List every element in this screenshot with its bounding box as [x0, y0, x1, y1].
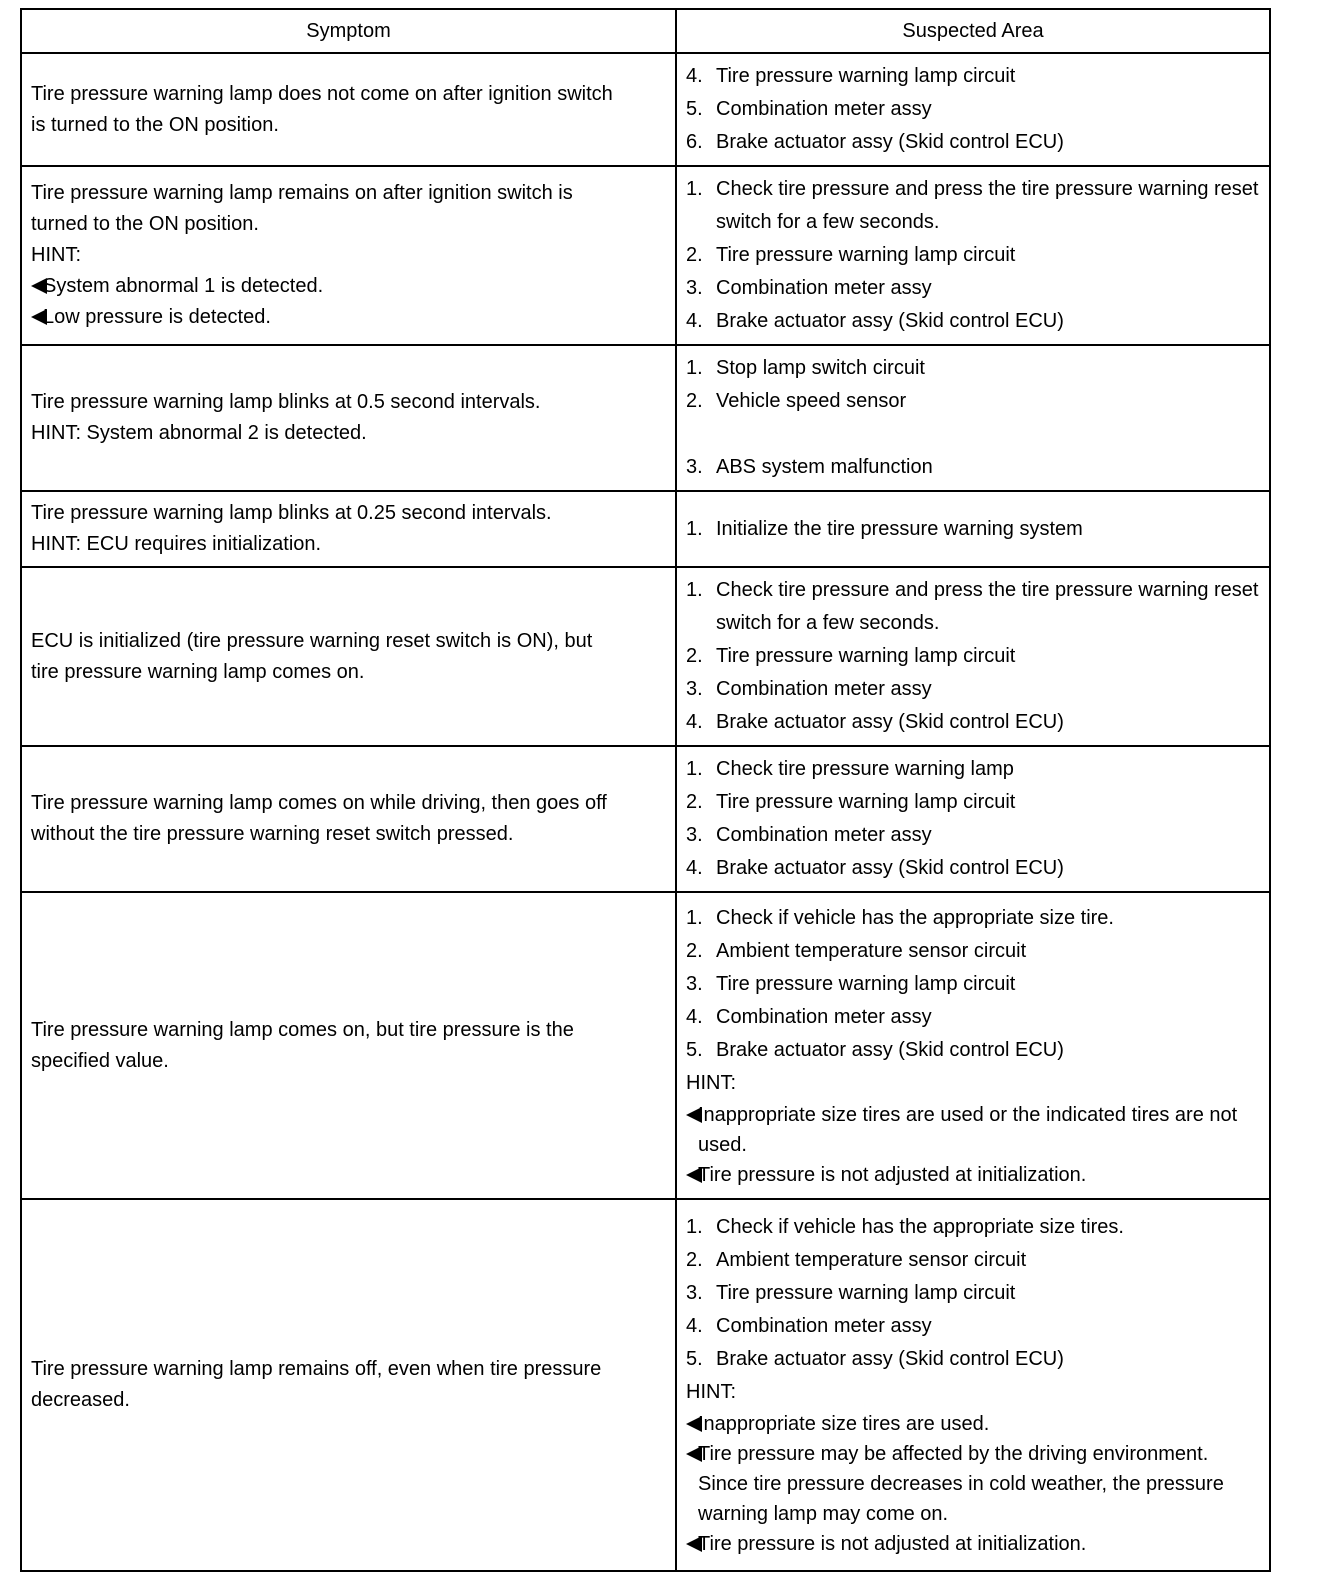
item-text: Check if vehicle has the appropriate size tires.: [716, 1216, 1124, 1238]
suspected-area-item: [686, 93, 1261, 126]
symptom-cell: [21, 53, 676, 166]
item-number: 5.: [686, 1038, 703, 1061]
item-number: 3.: [686, 277, 703, 299]
suspected-area-item: [686, 451, 1261, 484]
symptom-line: turned to the ON position.: [31, 213, 259, 235]
item-text: Brake actuator assy (Skid control ECU): [716, 1038, 1064, 1061]
table-row: [21, 53, 1270, 166]
item-number: 2.: [686, 1249, 703, 1271]
table-row: [21, 166, 1270, 345]
symptom-line: decreased.: [31, 1389, 130, 1411]
hint-bullet: [686, 1100, 1261, 1160]
item-text: Initialize the tire pressure warning system: [716, 517, 1083, 540]
item-number: 3.: [686, 824, 703, 846]
suspected-area-item: [686, 1343, 1261, 1376]
symptom-line: Tire pressure warning lamp remains on after ignition switch is: [31, 182, 573, 204]
suspected-area-item: [686, 753, 1261, 786]
item-text: Stop lamp switch circuit: [716, 357, 925, 379]
hint-bullet: [686, 1409, 1261, 1439]
symptom-bullet-text: Low pressure is detected.: [43, 306, 271, 328]
hint-bullet-text: Tire pressure is not adjusted at initialization.: [698, 1163, 1087, 1186]
table-row: [21, 892, 1270, 1199]
symptom-line: HINT: System abnormal 2 is detected.: [31, 422, 367, 444]
item-number: 3.: [686, 1282, 703, 1304]
item-number: 1.: [686, 1216, 703, 1238]
suspected-area-item: [686, 1034, 1261, 1067]
item-number: 5.: [686, 98, 703, 120]
hint-label: HINT:: [686, 1381, 736, 1403]
hint-bullet-text: Inappropriate size tires are used.: [698, 1413, 990, 1435]
item-number: 2.: [686, 791, 703, 813]
item-number: 1.: [686, 517, 703, 540]
item-text: Tire pressure warning lamp circuit: [716, 1282, 1016, 1304]
suspected-area-item: [686, 239, 1261, 272]
table-body: [21, 53, 1270, 1571]
symptom-cell: [21, 345, 676, 491]
item-text: Check tire pressure and press the tire pressure warning reset switch for a few seconds.: [716, 579, 1259, 634]
symptom-bullet-text: System abnormal 1 is detected.: [43, 275, 324, 297]
item-text: Combination meter assy: [716, 1315, 932, 1337]
symptom-line: HINT:: [31, 244, 81, 266]
item-number: 3.: [686, 456, 703, 478]
symptom-cell: [21, 892, 676, 1199]
item-number: 1.: [686, 758, 703, 780]
item-text: Brake actuator assy (Skid control ECU): [716, 310, 1064, 332]
item-number: 4.: [686, 1315, 703, 1337]
item-text: Brake actuator assy (Skid control ECU): [716, 131, 1064, 153]
suspected-area-item: [686, 1001, 1261, 1034]
suspected-area-item: [686, 574, 1261, 640]
symptom-line: tire pressure warning lamp comes on.: [31, 660, 365, 683]
item-number: 1.: [686, 357, 703, 379]
symptom-cell: [21, 746, 676, 892]
hint-bullet: [686, 1529, 1261, 1559]
item-text: Brake actuator assy (Skid control ECU): [716, 857, 1064, 879]
suspected-area-item: [686, 852, 1261, 885]
symptom-line: Tire pressure warning lamp blinks at 0.25 second intervals.: [31, 502, 552, 524]
suspected-area-item: [686, 706, 1261, 739]
item-text: Tire pressure warning lamp circuit: [716, 791, 1016, 813]
hint-bullet-text: Tire pressure is not adjusted at initialization.: [698, 1533, 1087, 1555]
item-text: Check tire pressure and press the tire pressure warning reset switch for a few seconds.: [716, 178, 1259, 233]
symptom-bullet: [31, 302, 667, 333]
suspected-area-item: [686, 673, 1261, 706]
item-number: 1.: [686, 178, 703, 200]
item-text: Brake actuator assy (Skid control ECU): [716, 1348, 1064, 1370]
table-row: [21, 746, 1270, 892]
suspected-area-item: [686, 385, 1261, 418]
suspected-area-item: [686, 1211, 1261, 1244]
item-number: 3.: [686, 678, 703, 700]
item-text: Tire pressure warning lamp circuit: [716, 645, 1016, 667]
table-row: [21, 491, 1270, 567]
hint-bullet: [686, 1160, 1261, 1190]
symptom-line: without the tire pressure warning reset switch pressed.: [31, 823, 514, 845]
spacer: [686, 418, 1261, 451]
item-text: Vehicle speed sensor: [716, 390, 907, 412]
item-text: Check if vehicle has the appropriate size tire.: [716, 906, 1114, 929]
item-text: Ambient temperature sensor circuit: [716, 1249, 1027, 1271]
item-text: Combination meter assy: [716, 678, 932, 700]
troubleshooting-table: [20, 8, 1271, 1572]
item-number: 2.: [686, 244, 703, 266]
symptom-line: Tire pressure warning lamp comes on while driving, then goes off: [31, 792, 607, 814]
hint-label: HINT:: [686, 1071, 736, 1094]
header-row: [21, 9, 1270, 53]
suspected-area-item: [686, 173, 1261, 239]
suspected-area-item: [686, 352, 1261, 385]
item-number: 1.: [686, 906, 703, 929]
symptom-cell: [21, 491, 676, 567]
item-number: 4.: [686, 1005, 703, 1028]
item-number: 5.: [686, 1348, 703, 1370]
item-text: Check tire pressure warning lamp: [716, 758, 1014, 780]
item-number: 1.: [686, 579, 703, 601]
suspected-area-item: [686, 513, 1261, 546]
symptom-cell: [21, 166, 676, 345]
symptom-line: is turned to the ON position.: [31, 113, 279, 136]
suspected-area-item: [686, 1277, 1261, 1310]
header-suspected-area: Suspected Area: [676, 9, 1270, 53]
item-text: Tire pressure warning lamp circuit: [716, 65, 1016, 87]
suspected-area-item: [686, 305, 1261, 338]
suspected-area-cell: [676, 892, 1270, 1199]
suspected-area-cell: [676, 1199, 1270, 1571]
suspected-area-item: [686, 935, 1261, 968]
suspected-area-item: [686, 902, 1261, 935]
item-text: Combination meter assy: [716, 824, 932, 846]
item-number: 2.: [686, 390, 703, 412]
suspected-area-cell: [676, 53, 1270, 166]
item-number: 6.: [686, 131, 703, 153]
suspected-area-item: [686, 60, 1261, 93]
item-number: 4.: [686, 711, 703, 733]
item-text: Ambient temperature sensor circuit: [716, 939, 1027, 962]
item-number: 3.: [686, 972, 703, 995]
suspected-area-cell: [676, 166, 1270, 345]
suspected-area-cell: [676, 345, 1270, 491]
item-text: Brake actuator assy (Skid control ECU): [716, 711, 1064, 733]
symptom-bullet: [31, 271, 667, 302]
item-number: 2.: [686, 939, 703, 962]
table-row: [21, 567, 1270, 746]
symptom-line: Tire pressure warning lamp comes on, but tire pressure is the: [31, 1018, 574, 1041]
item-text: Tire pressure warning lamp circuit: [716, 972, 1016, 995]
suspected-area-item: [686, 786, 1261, 819]
suspected-area-item: [686, 272, 1261, 305]
suspected-area-item: [686, 126, 1261, 159]
item-text: Tire pressure warning lamp circuit: [716, 244, 1016, 266]
item-number: 4.: [686, 65, 703, 87]
suspected-area-cell: [676, 491, 1270, 567]
hint-bullet-text: Tire pressure may be affected by the driving environment. Since tire pressure decreases in cold weather, the pressure warning lamp may come on.: [698, 1443, 1224, 1525]
suspected-area-item: [686, 819, 1261, 852]
suspected-area-item: [686, 968, 1261, 1001]
hint-bullet-text: Inappropriate size tires are used or the indicated tires are not used.: [698, 1103, 1238, 1156]
symptom-cell: [21, 567, 676, 746]
symptom-line: Tire pressure warning lamp remains off, even when tire pressure: [31, 1358, 602, 1380]
item-number: 4.: [686, 857, 703, 879]
table-row: [21, 345, 1270, 491]
item-number: 4.: [686, 310, 703, 332]
item-text: Combination meter assy: [716, 277, 932, 299]
suspected-area-cell: [676, 567, 1270, 746]
suspected-area-cell: [676, 746, 1270, 892]
item-text: ABS system malfunction: [716, 456, 933, 478]
symptom-line: specified value.: [31, 1049, 169, 1072]
symptom-cell: [21, 1199, 676, 1571]
table-row: [21, 1199, 1270, 1571]
symptom-line: Tire pressure warning lamp does not come on after ignition switch: [31, 82, 613, 105]
header-symptom: Symptom: [21, 9, 676, 53]
item-number: 2.: [686, 645, 703, 667]
suspected-area-item: [686, 1244, 1261, 1277]
symptom-line: ECU is initialized (tire pressure warning reset switch is ON), but: [31, 629, 593, 652]
symptom-line: Tire pressure warning lamp blinks at 0.5 second intervals.: [31, 391, 541, 413]
symptom-line: HINT: ECU requires initialization.: [31, 533, 322, 555]
item-text: Combination meter assy: [716, 1005, 932, 1028]
suspected-area-item: [686, 1310, 1261, 1343]
suspected-area-item: [686, 640, 1261, 673]
item-text: Combination meter assy: [716, 98, 932, 120]
hint-bullet: [686, 1439, 1261, 1529]
